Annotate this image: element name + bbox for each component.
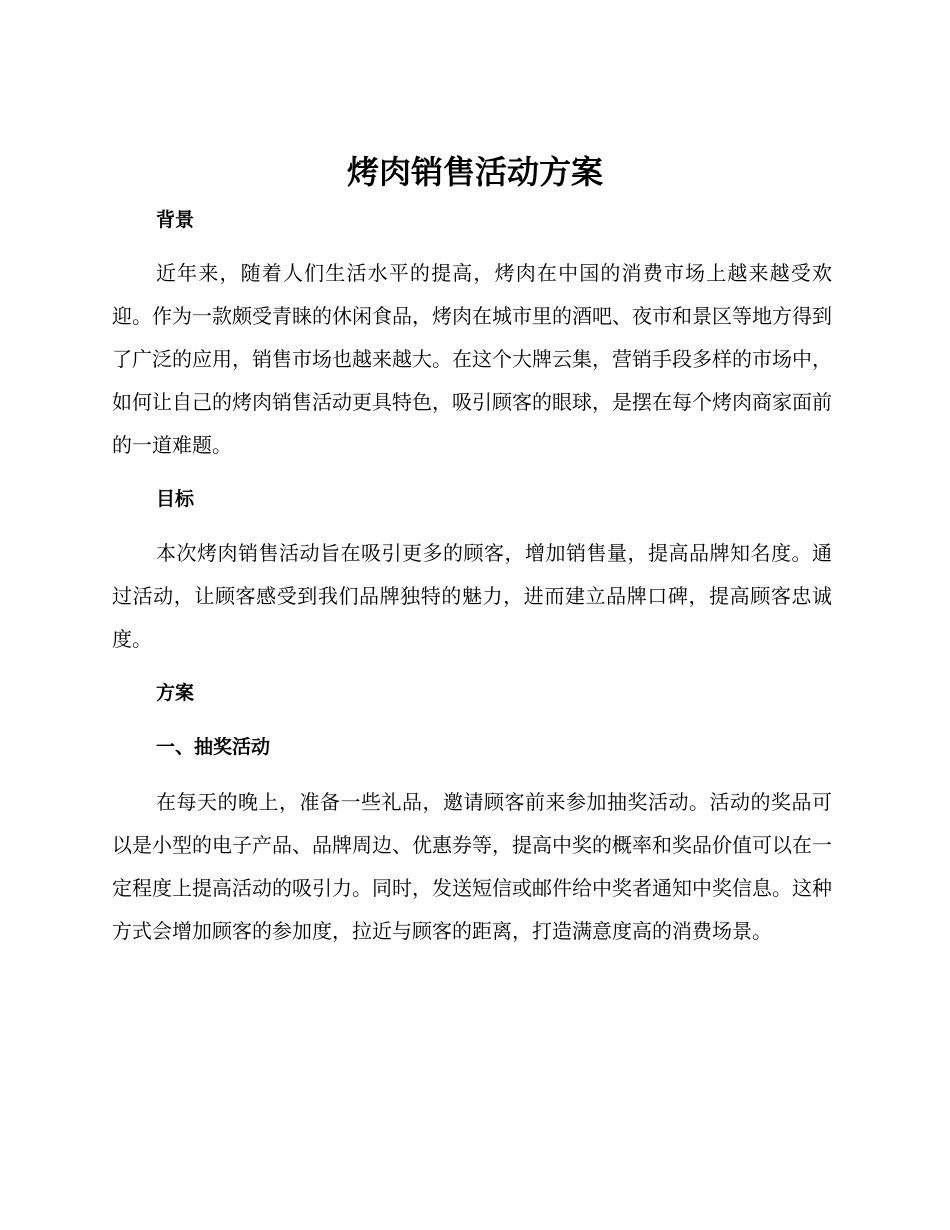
section-heading-background: 背景 (156, 209, 195, 231)
section-body-lottery: 在每天的晚上，准备一些礼品，邀请顾客前来参加抽奖活动。活动的奖品可以是小型的电子产品、品牌周边、优惠券等，提高中奖的概率和奖品价值可以在一定程度上提高活动的吸引力。同时，发送短信或邮件给中奖者通知中奖信息。这种方式会增加顾客的参加度，拉近与顾客的距离，打造满意度高的消费场景。 (112, 790, 832, 943)
section-heading-lottery: 一、抽奖活动 (156, 736, 271, 758)
section-body-background: 近年来，随着人们生活水平的提高，烤肉在中国的消费市场上越来越受欢迎。作为一款颇受青睐的休闲食品，烤肉在城市里的酒吧、夜市和景区等地方得到了广泛的应用，销售市场也越来越大。在这个大牌云集，营销手段多样的市场中，如何让自己的烤肉销售活动更具特色，吸引顾客的眼球，是摆在每个烤肉商家面前的一道难题。 (112, 261, 832, 457)
section-heading-plan: 方案 (156, 682, 195, 704)
document-title: 烤肉销售活动方案 (346, 153, 603, 191)
section-heading-goal: 目标 (156, 488, 195, 510)
section-body-goal: 本次烤肉销售活动旨在吸引更多的顾客，增加销售量，提高品牌知名度。通过活动，让顾客感受到我们品牌独特的魅力，进而建立品牌口碑，提高顾客忠诚度。 (112, 541, 832, 651)
